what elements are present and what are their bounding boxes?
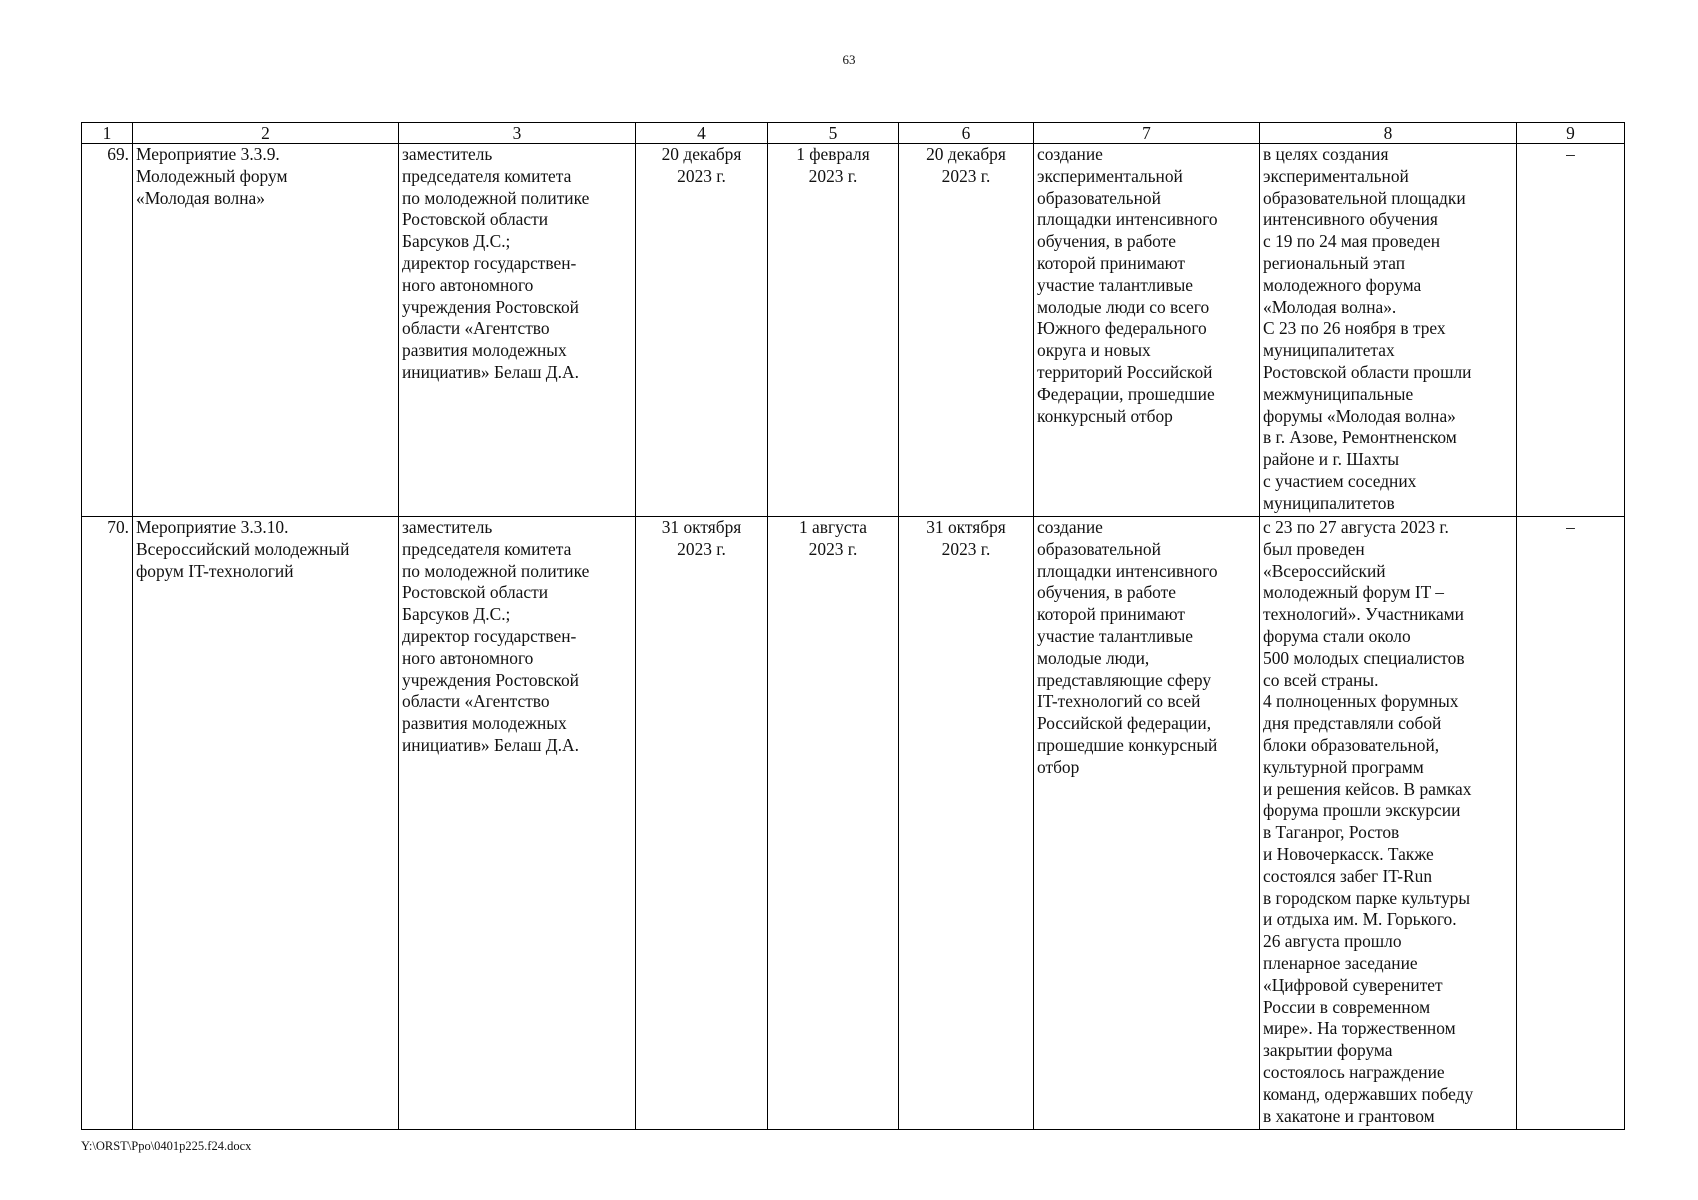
planned-date: 20 декабря 2023 г. xyxy=(636,144,768,517)
actual-result: в целях создания экспериментальной образовательной площадки интенсивного обучения с 19 по 24 мая проведен региональный этап молодежного форума «Молодая волна». С 23 по 26 ноября в трех муниципалитетах Ростовской области прошли межмуниципальные форумы «Молодая волна» в г. Азове, Ремонтненском районе и г. Шахты с участием соседних муниципалитетов xyxy=(1260,144,1517,517)
column-header-1: 1 xyxy=(82,123,133,144)
row-number: 69. xyxy=(82,144,133,517)
start-date: 1 февраля 2023 г. xyxy=(768,144,899,517)
responsible-executor: заместитель председателя комитета по молодежной политике Ростовской области Барсуков Д.С.; директор государствен- ного автономного учреждения Ростовской области «Агентство развития молодежных инициатив» Белаш Д.А. xyxy=(399,517,636,1130)
end-date: 31 октября 2023 г. xyxy=(899,517,1034,1130)
column-header-3: 3 xyxy=(399,123,636,144)
note: – xyxy=(1517,517,1625,1130)
column-header-7: 7 xyxy=(1034,123,1260,144)
column-header-8: 8 xyxy=(1260,123,1517,144)
column-number-row xyxy=(82,123,1625,144)
column-header-5: 5 xyxy=(768,123,899,144)
event-name: Мероприятие 3.3.9. Молодежный форум «Молодая волна» xyxy=(133,144,399,517)
start-date: 1 августа 2023 г. xyxy=(768,517,899,1130)
footer-file-path: Y:\ORST\Ppo\0401p225.f24.docx xyxy=(81,1139,252,1153)
note: – xyxy=(1517,144,1625,517)
table-row xyxy=(82,144,1625,517)
report-table xyxy=(81,122,1625,1130)
event-name: Мероприятие 3.3.10. Всероссийский молодежный форум IT-технологий xyxy=(133,517,399,1130)
responsible-executor: заместитель председателя комитета по молодежной политике Ростовской области Барсуков Д.С.; директор государствен- ного автономного учреждения Ростовской области «Агентство развития молодежных инициатив» Белаш Д.А. xyxy=(399,144,636,517)
column-header-2: 2 xyxy=(133,123,399,144)
actual-result: с 23 по 27 августа 2023 г. был проведен «Всероссийский молодежный форум IT – технологий». Участниками форума стали около 500 молодых специалистов со всей страны. 4 полноценных форумных дня представляли собой блоки образовательной, культурной программ и решения кейсов. В рамках форума прошли экскурсии в Таганрог, Ростов и Новочеркасск. Также состоялся забег IT-Run в городском парке культуры и отдыха им. М. Горького. 26 августа прошло пленарное заседание «Цифровой суверенитет России в современном мире». На торжественном закрытии форума состоялось награждение команд, одержавших победу в хакатоне и грантовом xyxy=(1260,517,1517,1130)
expected-result: создание экспериментальной образовательной площадки интенсивного обучения, в работе которой принимают участие талантливые молодые люди со всего Южного федерального округа и новых территорий Российской Федерации, прошедшие конкурсный отбор xyxy=(1034,144,1260,517)
expected-result: создание образовательной площадки интенсивного обучения, в работе которой принимают участие талантливые молодые люди, представляющие сферу IT-технологий со всей Российской федерации, прошедшие конкурсный отбор xyxy=(1034,517,1260,1130)
end-date: 20 декабря 2023 г. xyxy=(899,144,1034,517)
planned-date: 31 октября 2023 г. xyxy=(636,517,768,1130)
row-number: 70. xyxy=(82,517,133,1130)
column-header-4: 4 xyxy=(636,123,768,144)
column-header-9: 9 xyxy=(1517,123,1625,144)
column-header-6: 6 xyxy=(899,123,1034,144)
table-row xyxy=(82,517,1625,1130)
page-number: 63 xyxy=(842,52,856,67)
